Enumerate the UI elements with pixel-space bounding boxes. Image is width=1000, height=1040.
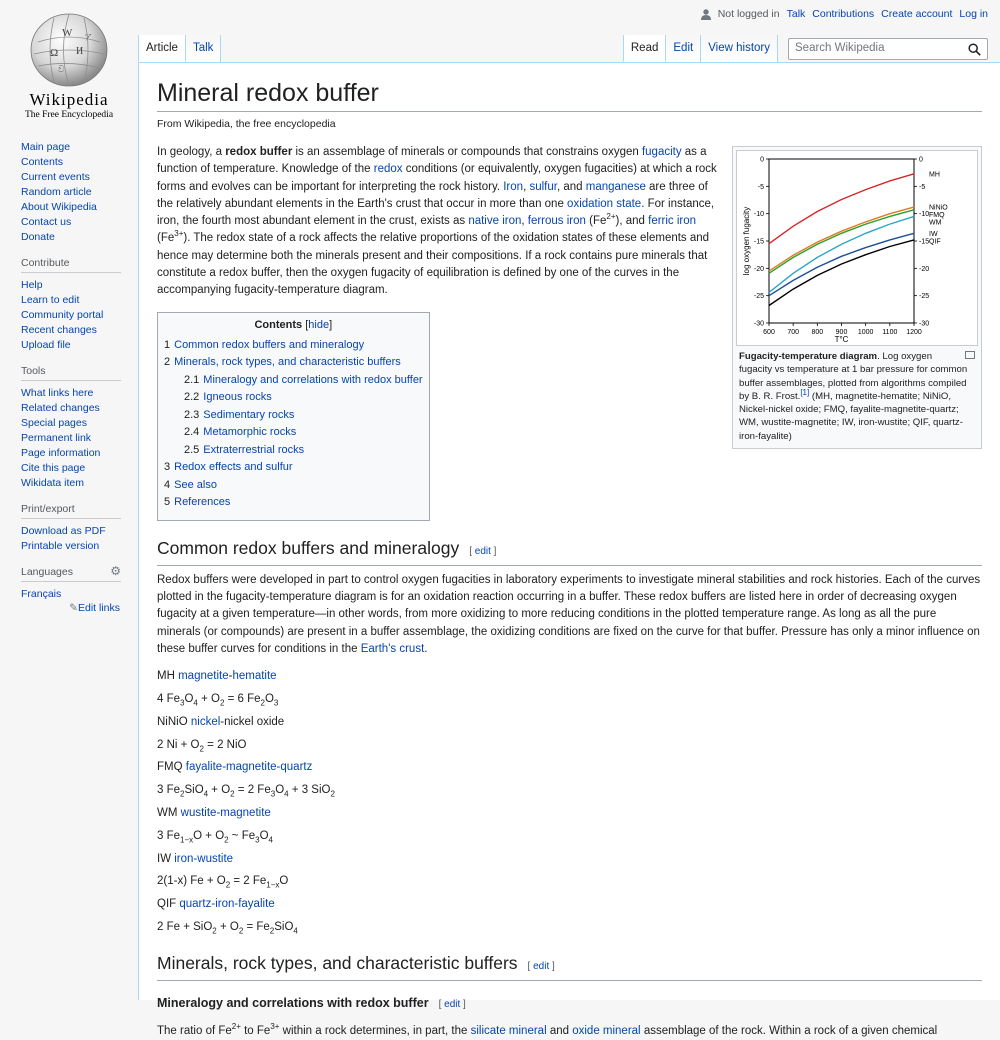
plot-frame bbox=[769, 159, 914, 323]
sidebar-item-related-changes[interactable]: Related changes bbox=[21, 402, 100, 414]
y-tick-label-right: -15 bbox=[919, 238, 930, 246]
caption-text: . Log oxygen fugacity vs temperature at 1 bar pressure for common buffer assemblages, plotted from algorithms compiled by B. R. Frost. bbox=[739, 351, 968, 402]
toc-entry-number: 2.4 bbox=[184, 426, 200, 439]
link-fayalite[interactable]: fayalite bbox=[238, 898, 275, 911]
x-tick-label: 700 bbox=[787, 329, 800, 336]
toc-entry-link[interactable]: Minerals, rock types, and characteristic buffers bbox=[174, 356, 401, 369]
toc-entry-number: 2 bbox=[164, 356, 171, 369]
link-oxidation-state[interactable]: oxidation state bbox=[567, 197, 642, 210]
y-tick-label: -30 bbox=[753, 320, 764, 328]
sidebar-item-printable-version[interactable]: Printable version bbox=[21, 540, 100, 552]
toc-entry-number: 1 bbox=[164, 338, 171, 351]
link-fayalite[interactable]: fayalite bbox=[185, 761, 223, 774]
section-heading bbox=[157, 535, 982, 566]
edit-section: [ edit ] bbox=[469, 545, 497, 557]
buffer-abbr: MH bbox=[157, 670, 179, 683]
y-tick-label: -20 bbox=[753, 265, 764, 273]
article-content bbox=[138, 62, 1000, 1037]
logo-tagline: The Free Encyclopedia bbox=[24, 110, 114, 120]
sidebar-item-permanent-link[interactable]: Permanent link bbox=[21, 432, 92, 444]
user-icon bbox=[701, 9, 711, 20]
tab-edit[interactable] bbox=[666, 35, 701, 62]
svg-text:ව: ව bbox=[58, 64, 65, 74]
text: -nickel oxide bbox=[220, 715, 285, 728]
text: are three of the relatively abundant elements in the Earth's crust that occur in more than one bbox=[157, 180, 708, 210]
link-iron[interactable]: iron bbox=[174, 852, 194, 865]
toc-entry[interactable] bbox=[164, 407, 423, 425]
section-title: Minerals, rock types, and characteristic buffers bbox=[157, 952, 518, 973]
x-axis-label: T°C bbox=[834, 335, 849, 344]
table-of-contents bbox=[157, 312, 430, 521]
superscript: 3+ bbox=[174, 229, 184, 239]
sidebar-item-download-pdf[interactable]: Download as PDF bbox=[21, 525, 106, 537]
link-ferric-iron[interactable]: ferric iron bbox=[648, 215, 697, 228]
caption-legend-text: (MH, magnetite-hematite; NiNiO, Nickel-nickel oxide; FMQ, fayalite-magnetite-quartz; WM, wustite-magnetite; IW, iron-wustite; QIF, quartz-iron-fayalite) bbox=[739, 390, 963, 442]
edit-section-link[interactable]: edit bbox=[444, 998, 461, 1010]
sidebar-item-cite-this-page[interactable]: Cite this page bbox=[21, 462, 86, 474]
section21-paragraph bbox=[157, 1023, 982, 1040]
y-tick-label: 0 bbox=[760, 156, 764, 164]
buffer-wm bbox=[157, 805, 982, 822]
toc-entry-link[interactable]: Common redox buffers and mineralogy bbox=[174, 338, 365, 351]
text: - bbox=[211, 898, 216, 911]
tab-talk-label[interactable]: Talk bbox=[192, 42, 214, 54]
toc-entry[interactable] bbox=[164, 442, 423, 460]
x-tick-label: 1200 bbox=[906, 329, 922, 336]
text: ), and bbox=[615, 215, 649, 228]
toc-entry[interactable] bbox=[164, 477, 423, 495]
text: to Fe bbox=[240, 1024, 271, 1037]
series-label-iw: IW bbox=[929, 230, 938, 238]
text: within a rock determines, in part, the bbox=[279, 1024, 471, 1037]
series-label-fmq: FMQ bbox=[929, 212, 945, 220]
link-silicate-mineral[interactable]: silicate mineral bbox=[470, 1024, 547, 1037]
toc-entry[interactable] bbox=[164, 389, 423, 407]
sidebar-item-special-pages[interactable]: Special pages bbox=[21, 417, 87, 429]
view-tabs bbox=[623, 35, 988, 62]
superscript: 3+ bbox=[270, 1022, 280, 1032]
reaction-ninio: 2 $Ni + O_2 = 2$ NiO bbox=[157, 738, 247, 753]
link-hematite[interactable]: hematite bbox=[232, 670, 277, 683]
section1-paragraph bbox=[157, 572, 982, 658]
tab-article-label: Article bbox=[146, 42, 178, 54]
buffer-fmq bbox=[157, 759, 982, 776]
text: (Fe bbox=[585, 215, 607, 228]
series-label-qif: QIF bbox=[929, 238, 941, 246]
toc-entry[interactable] bbox=[164, 372, 423, 390]
buffer-abbr: WM bbox=[157, 806, 181, 819]
figure-caption bbox=[736, 346, 978, 445]
x-tick-label: 1000 bbox=[857, 329, 874, 336]
y-tick-label: -25 bbox=[753, 293, 764, 301]
print-portal bbox=[0, 503, 138, 554]
caption-ref[interactable]: [1] bbox=[800, 387, 810, 397]
link-quartz[interactable]: quartz bbox=[280, 761, 313, 774]
link-nickel[interactable]: nickel bbox=[190, 715, 221, 728]
svg-text:ア: ア bbox=[84, 33, 92, 42]
buffer-abbr: IW bbox=[157, 852, 175, 865]
text: as a function of temperature. Knowledge of the bbox=[157, 146, 707, 176]
log-in-link[interactable]: Log in bbox=[959, 8, 988, 20]
sidebar-item-random-article[interactable]: Random article bbox=[21, 186, 92, 198]
reaction-mh: 4 $Fe_3O_4 + O_2 = 6$ $Fe_2O_3$ bbox=[157, 692, 279, 708]
toc-entry-link[interactable]: Redox effects and sulfur bbox=[174, 461, 293, 474]
link-sulfur[interactable]: sulfur bbox=[529, 180, 557, 193]
tab-edit-label[interactable]: Edit bbox=[673, 42, 694, 54]
buffer-abbr: QIF bbox=[157, 898, 180, 911]
link-earths-crust[interactable]: Earth's crust bbox=[360, 642, 425, 655]
sidebar-item-upload-file[interactable]: Upload file bbox=[21, 339, 71, 351]
series-label-mh: MH bbox=[929, 171, 940, 179]
personal-tools bbox=[701, 8, 988, 20]
sidebar-item-current-events[interactable]: Current events bbox=[21, 171, 90, 183]
sidebar-item-wikidata-item[interactable]: Wikidata item bbox=[21, 477, 85, 489]
text: - bbox=[193, 852, 198, 865]
link-magnetite[interactable]: magnetite bbox=[178, 670, 229, 683]
sidebar-item-recent-changes[interactable]: Recent changes bbox=[21, 324, 97, 336]
toc-entry-number: 3 bbox=[164, 461, 171, 474]
languages-portal bbox=[0, 566, 138, 614]
superscript: 2+ bbox=[606, 212, 616, 222]
search-placeholder: Search Wikipedia bbox=[795, 42, 885, 54]
edit-section: [ edit ] bbox=[438, 998, 466, 1010]
series-line-qif bbox=[769, 240, 914, 306]
contribute-portal bbox=[0, 257, 138, 353]
tab-read[interactable] bbox=[623, 35, 667, 62]
series-label-ninio: NiNiO bbox=[929, 204, 948, 212]
x-tick-label: 600 bbox=[763, 329, 775, 336]
link-quartz[interactable]: quartz bbox=[179, 898, 212, 911]
y-tick-label-right: -20 bbox=[919, 265, 930, 273]
create-account-link[interactable]: Create account bbox=[881, 8, 953, 20]
tools-heading: Tools bbox=[21, 365, 46, 377]
toc-entry[interactable] bbox=[164, 337, 423, 355]
link-iron[interactable]: Iron bbox=[503, 180, 524, 193]
navigation-portal bbox=[0, 140, 138, 245]
sidebar-item-community-portal[interactable]: Community portal bbox=[21, 309, 104, 321]
toc-entry-number: 5 bbox=[164, 496, 171, 509]
tab-history-label[interactable]: View history bbox=[708, 42, 770, 54]
buffer-qif bbox=[157, 896, 982, 913]
reaction-fmq: 3 $Fe_2SiO_4 + O_2 = 2$ $Fe_3O_4 + 3$ SiO$_2$ bbox=[157, 784, 335, 799]
text: . bbox=[424, 642, 428, 655]
toc-entry-link[interactable]: See also bbox=[174, 478, 217, 491]
y-tick-label: -15 bbox=[753, 238, 764, 246]
languages-heading: Languages bbox=[21, 566, 73, 578]
y-tick-label-right: -5 bbox=[919, 183, 926, 191]
link-wustite[interactable]: wustite bbox=[197, 852, 234, 865]
link-magnetite[interactable]: magnetite bbox=[220, 806, 271, 819]
edit-links-link[interactable]: Edit links bbox=[77, 602, 120, 614]
toc-entry-link[interactable]: Extraterrestrial rocks bbox=[203, 443, 305, 456]
tab-view-history[interactable] bbox=[701, 35, 778, 62]
toc-hide-wrapper: [hide] bbox=[305, 318, 333, 331]
toc-entry-link[interactable]: Igneous rocks bbox=[203, 391, 272, 404]
text: The ratio of Fe bbox=[157, 1024, 232, 1037]
text: , bbox=[523, 180, 530, 193]
text: - bbox=[222, 761, 227, 774]
x-tick-label: 900 bbox=[835, 329, 848, 336]
series-label-wm: WM bbox=[929, 219, 942, 227]
edit-section-link[interactable]: edit bbox=[533, 960, 550, 972]
buffer-abbr: FMQ bbox=[157, 761, 186, 774]
bold-term: redox buffer bbox=[225, 146, 293, 158]
toc-entry-link[interactable]: Sedimentary rocks bbox=[203, 408, 295, 421]
toc-entry[interactable] bbox=[164, 424, 423, 442]
sidebar-item-help[interactable]: Help bbox=[21, 279, 43, 291]
text: , bbox=[521, 215, 528, 228]
tab-article[interactable] bbox=[138, 35, 186, 62]
sidebar-item-learn-to-edit[interactable]: Learn to edit bbox=[21, 294, 80, 306]
edit-section: [ edit ] bbox=[527, 960, 555, 972]
gear-icon[interactable]: ⚙ bbox=[110, 564, 121, 578]
link-native-iron[interactable]: native iron bbox=[468, 215, 522, 228]
sidebar-item-contact[interactable]: Contact us bbox=[21, 216, 72, 228]
enlarge-icon[interactable] bbox=[965, 351, 975, 359]
wikipedia-logo[interactable] bbox=[0, 0, 138, 130]
superscript: 2+ bbox=[231, 1022, 241, 1032]
link-wustite[interactable]: wustite bbox=[180, 806, 217, 819]
toc-entry-number: 4 bbox=[164, 478, 171, 491]
tools-portal bbox=[0, 365, 138, 491]
toc-entry-number: 2.3 bbox=[184, 408, 200, 421]
svg-text:Ω: Ω bbox=[50, 47, 59, 59]
chart-svg bbox=[737, 151, 979, 345]
text: - bbox=[234, 898, 239, 911]
tab-read-label: Read bbox=[630, 42, 659, 54]
sidebar-item-page-information[interactable]: Page information bbox=[21, 447, 101, 459]
text: Redox buffers were developed in part to control oxygen fugacities in laboratory experiments to investigate mineral stabilities and rock histories. Each of the curves plotted in the fugacity-temperature diagram is for an oxidation reaction occurring in a buffer. These redox buffers are listed here in order of decreasing oxygen fugacity at a given temperature—in other words, from more oxidizing to more reducing conditions in the plotted temperature range. As long as all the pure minerals (or compounds) are present in a buffer assemblage, the oxidizing conditions are fixed on the curve for that buffer. Pressure has only a minor influence on these buffer curves for conditions in the bbox=[157, 573, 981, 655]
search-input[interactable] bbox=[788, 38, 988, 60]
subsection-heading bbox=[157, 993, 982, 1015]
toc-entry-number: 2.1 bbox=[184, 373, 200, 386]
fugacity-chart[interactable] bbox=[736, 150, 978, 346]
reaction-iw: 2(1-x) $Fe + O_2 = 2$ $Fe_{1-x}O$ bbox=[157, 875, 289, 890]
toc-entry-number: 2.2 bbox=[184, 391, 200, 404]
buffer-mh bbox=[157, 668, 982, 685]
x-tick-label: 800 bbox=[811, 329, 824, 336]
y-tick-label-right: -30 bbox=[919, 320, 930, 328]
subsection-title: Mineralogy and correlations with redox buffer bbox=[157, 995, 429, 1010]
print-export-heading: Print/export bbox=[21, 503, 75, 515]
text: ). The redox state of a rock affects the relative proportions of the oxidation states of these elements and hence may determine both the minerals present and their compositions. If a rock contains pure minerals that constitute a redox buffer, then the oxygen fugacity of equilibration is defined by one of the curves in the accompanying fugacity-temperature diagram. bbox=[157, 232, 710, 297]
toc-entry[interactable] bbox=[164, 354, 423, 372]
namespace-tabs bbox=[138, 35, 221, 62]
y-tick-label: -5 bbox=[757, 183, 764, 191]
search-icon[interactable] bbox=[968, 43, 981, 56]
text: . For instance, iron, the fourth most abundant element in the crust, exists as bbox=[157, 197, 715, 228]
sidebar-item-about[interactable]: About Wikipedia bbox=[21, 201, 97, 213]
link-fugacity[interactable]: fugacity bbox=[641, 146, 682, 158]
contributions-link[interactable]: Contributions bbox=[812, 8, 875, 20]
toc-title: Contents bbox=[254, 318, 303, 331]
logo-wordmark: Wikipedia bbox=[29, 90, 109, 109]
link-manganese[interactable]: manganese bbox=[585, 180, 646, 193]
text: - bbox=[276, 761, 281, 774]
toc-entry-link[interactable]: Mineralogy and correlations with redox buffer bbox=[203, 373, 423, 386]
tab-talk[interactable] bbox=[186, 35, 221, 62]
svg-text:И: И bbox=[76, 46, 84, 57]
y-tick-label-right: -25 bbox=[919, 293, 930, 301]
text: is an assemblage of minerals or compounds that constrains oxygen bbox=[292, 146, 642, 158]
text: conditions (or equivalently, oxygen fugacities) at which a rock forms and evolves can be important for interpreting the rock history. bbox=[157, 163, 717, 193]
link-oxide-mineral[interactable]: oxide mineral bbox=[572, 1024, 641, 1037]
y-tick-label: -10 bbox=[753, 211, 764, 219]
contribute-heading: Contribute bbox=[21, 257, 70, 269]
link-iron[interactable]: iron bbox=[215, 898, 235, 911]
sidebar bbox=[0, 140, 138, 626]
text: In geology, a bbox=[157, 146, 226, 158]
caption-title: Fugacity-temperature diagram bbox=[739, 351, 878, 362]
reaction-qif: 2 $Fe + SiO_2 + O_2 = Fe_2SiO_4$ bbox=[157, 920, 298, 936]
sidebar-item-what-links-here[interactable]: What links here bbox=[21, 387, 94, 399]
figure-fugacity-diagram bbox=[732, 146, 982, 449]
sidebar-item-donate[interactable]: Donate bbox=[21, 231, 55, 243]
sidebar-item-language-french[interactable]: Français bbox=[21, 588, 62, 600]
link-ferrous-iron[interactable]: ferrous iron bbox=[527, 215, 586, 228]
text: (Fe bbox=[157, 232, 175, 245]
x-tick-label: 1100 bbox=[882, 329, 898, 336]
buffer-abbr: NiNiO bbox=[157, 715, 191, 728]
text: - bbox=[228, 670, 233, 683]
text: assemblage of the rock. Within a rock of a given chemical bbox=[640, 1024, 938, 1037]
text: - bbox=[216, 806, 221, 819]
buffer-iw bbox=[157, 851, 982, 868]
section-heading bbox=[157, 950, 982, 981]
page-title: Mineral redox buffer bbox=[157, 77, 982, 112]
toc-entry[interactable] bbox=[164, 459, 423, 477]
link-redox[interactable]: redox bbox=[373, 163, 403, 176]
toc-hide-link[interactable]: hide bbox=[308, 318, 330, 331]
toc-entries bbox=[164, 337, 423, 512]
toc-entry-link[interactable]: References bbox=[174, 496, 231, 509]
puzzle-globe-icon bbox=[28, 12, 110, 88]
text: and bbox=[546, 1024, 573, 1037]
toc-entry-number: 2.5 bbox=[184, 443, 200, 456]
y-tick-label-right: -10 bbox=[919, 211, 930, 219]
sidebar-item-main-page[interactable]: Main page bbox=[21, 141, 71, 153]
not-logged-in-text: Not logged in bbox=[717, 8, 780, 20]
site-subtitle: From Wikipedia, the free encyclopedia bbox=[157, 118, 336, 130]
svg-text:W: W bbox=[62, 27, 73, 39]
toc-entry[interactable] bbox=[164, 494, 423, 512]
sidebar-item-contents[interactable]: Contents bbox=[21, 156, 64, 168]
talk-link[interactable]: Talk bbox=[786, 8, 806, 20]
y-axis-label: log oxygen fugacity bbox=[742, 206, 751, 276]
y-tick-label-right: 0 bbox=[919, 156, 923, 164]
edit-section-link[interactable]: edit bbox=[474, 545, 491, 557]
reaction-wm: 3 $Fe_{1-x}O + O_2$ ~ $Fe_3O_4$ bbox=[157, 829, 273, 845]
pencil-icon: ✎ bbox=[69, 602, 78, 614]
text: , and bbox=[556, 180, 586, 193]
section-title: Common redox buffers and mineralogy bbox=[157, 537, 460, 558]
buffer-ninio bbox=[157, 714, 982, 731]
link-magnetite[interactable]: magnetite bbox=[226, 761, 277, 774]
toc-entry-link[interactable]: Metamorphic rocks bbox=[203, 426, 297, 439]
